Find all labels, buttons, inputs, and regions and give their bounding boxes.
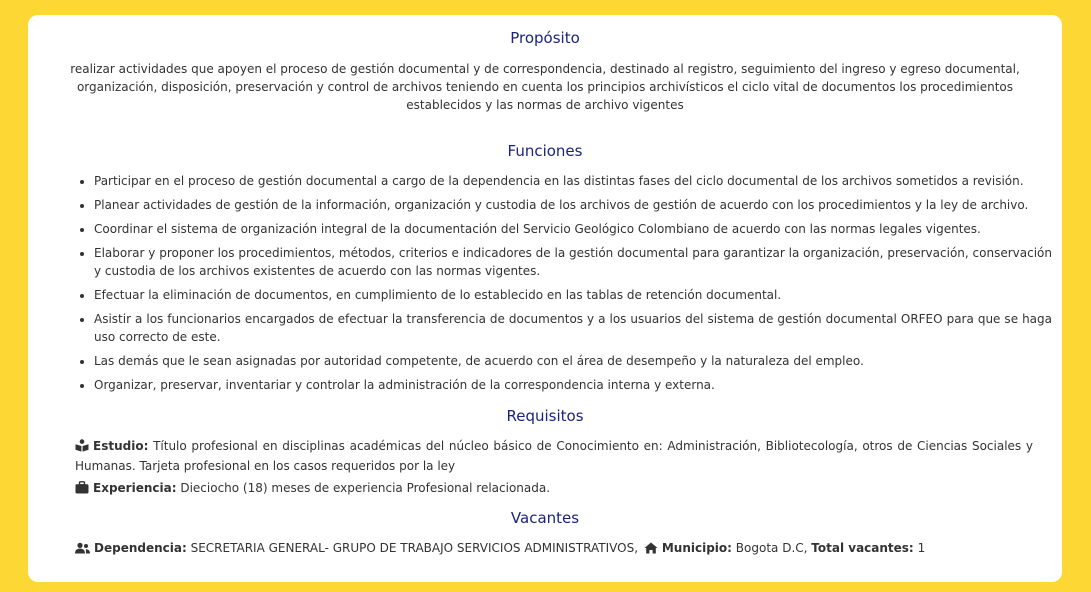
municipio-label: Municipio: [661, 541, 732, 555]
estudio-label: Estudio: [93, 439, 149, 453]
vacantes-title: Vacantes [510, 509, 580, 527]
list-item: • Planear actividades de gestión de la información, organización y custodia de los archivos de gestión de acuerdo con los procedimientos y la ley de archivo. [94, 196, 1052, 214]
dependencia-label: Dependencia: [94, 541, 187, 555]
municipio-value: Bogota D.C, [735, 541, 808, 555]
list-item: • Efectuar la eliminación de documentos, en cumplimiento de lo establecido en las tablas de retención documental. [94, 286, 1052, 304]
list-item: • Organizar, preservar, inventariar y controlar la administración de la correspondencia interna y externa. [94, 376, 1052, 394]
requisitos-title: Requisitos [506, 407, 584, 425]
home-icon [644, 541, 658, 559]
estudio-line [75, 437, 1033, 475]
book-reader-icon [75, 439, 89, 457]
list-item: • Participar en el proceso de gestión documental a cargo de la dependencia en las distintas fases del ciclo documental de los archivos sometidos a revisión. [94, 172, 1052, 190]
total-vacantes-value: 1 [917, 541, 926, 555]
vacantes-line [75, 539, 1033, 559]
experiencia-label: Experiencia: [93, 481, 177, 495]
funciones-list [75, 172, 1052, 400]
funciones-title: Funciones [507, 142, 583, 160]
dependencia-value: SECRETARIA GENERAL- GRUPO DE TRABAJO SERVICIOS ADMINISTRATIVOS, [190, 541, 639, 555]
job-card [28, 15, 1062, 582]
users-icon [75, 541, 90, 559]
experiencia-line [75, 479, 1033, 499]
list-item: • Las demás que le sean asignadas por autoridad competente, de acuerdo con el área de desempeño y la naturaleza del empleo. [94, 352, 1052, 370]
estudio-text: Título profesional en disciplinas académicas del núcleo básico de Conocimiento en: Administración, Bibliotecología, otros de Ciencias Sociales y Humanas. Tarjeta profesional en los casos requeridos por la ley [75, 439, 1033, 473]
proposito-title: Propósito [510, 29, 580, 47]
experiencia-text: Dieciocho (18) meses de experiencia Profesional relacionada. [180, 481, 551, 495]
total-vacantes-label: Total vacantes: [811, 541, 914, 555]
proposito-text: realizar actividades que apoyen el proceso de gestión documental y de correspondencia, destinado al registro, seguimiento del ingreso y egreso documental, organización, disposición, preservación y control de archivos teniendo en cuenta los principios archivísticos el ciclo vital de documentos los procedimientos establecidos y las normas de archivo vigentes [70, 62, 1020, 112]
list-item: • Coordinar el sistema de organización integral de la documentación del Servicio Geológico Colombiano de acuerdo con las normas legales vigentes. [94, 220, 1052, 238]
briefcase-icon [75, 481, 89, 499]
list-item: • Elaborar y proponer los procedimientos, métodos, criterios e indicadores de la gestión documental para garantizar la organización, preservación, conservación y custodia de los archivos existentes de acuerdo con las normas vigentes. [94, 244, 1052, 280]
list-item: • Asistir a los funcionarios encargados de efectuar la transferencia de documentos y a los usuarios del sistema de gestión documental ORFEO para que se haga uso correcto de este. [94, 310, 1052, 346]
